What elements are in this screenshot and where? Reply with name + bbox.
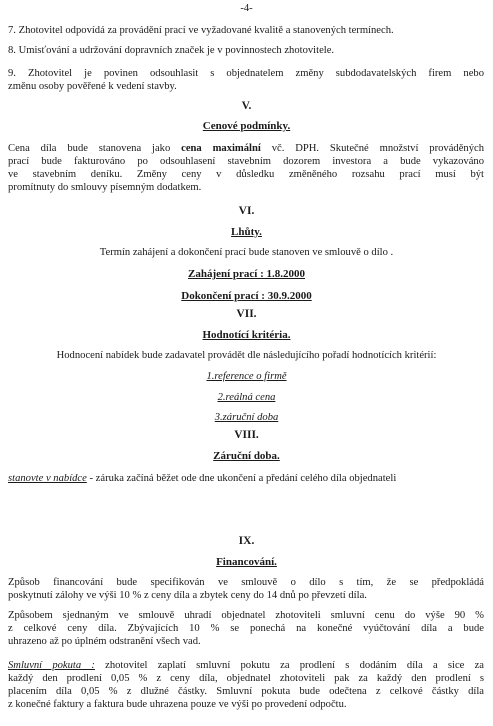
section-v-line-4: promítnuty do smlouvy písemným dodatkem. <box>8 182 202 193</box>
item-9-line-1: 9. Zhotovitel je povinen odsouhlasit s objednatelem změny subdodavatelských firem nebo <box>8 68 484 79</box>
criterion-1: 1.reference o firmě <box>206 371 287 382</box>
section-viii-heading: Záruční doba. <box>213 450 280 462</box>
section-ix-heading: Financování. <box>216 556 277 568</box>
section-ix-p2-line-2: z celkové ceny díla. Zbývajících 10 % se ponechá na konečné vyúčtování díla a bude <box>8 623 484 634</box>
section-ix-p1-line-1: Způsob financování bude specifikován ve smlouvě o dílo s tím, že se předpokládá <box>8 577 484 588</box>
section-viii-text: stanovte v nabídce - záruka začíná běžet ode dne ukončení a předání celého díla objednateli <box>8 473 397 484</box>
stanovte-v-nabidce: stanovte v nabídce <box>8 473 87 484</box>
section-ix-p1-line-2: poskytnutí zálohy ve výši 10 % z ceny díla a zbytek ceny do 14 dnů po převzetí díla. <box>8 590 367 601</box>
start-date: Zahájení prací : 1.8.2000 <box>187 268 306 280</box>
section-ix-p2-line-1: Způsobem sjednaným ve smlouvě uhradí objednatel zhotoviteli smluvní cenu do výše 90 % <box>8 610 484 621</box>
section-vii-heading: Hodnotící kritéria. <box>202 329 291 341</box>
criterion-3: 3.záruční doba <box>214 412 279 423</box>
price-maximum-emphasis: cena maximální <box>181 143 261 154</box>
section-ix-p3-line-4: z konečné faktury a faktura bude uhrazena pouze ve výši po provedení odpočtu. <box>8 699 347 710</box>
section-viii-number: VIII. <box>234 429 259 441</box>
section-vi-heading: Lhůty. <box>231 226 262 238</box>
item-8: 8. Umisťování a udržování dopravních značek je v povinnostech zhotovitele. <box>8 45 335 56</box>
section-ix-p3-line-1: Smluvní pokuta : zhotovitel zaplatí smluvní pokutu za prodlení s dodáním díla a sice za <box>8 660 484 671</box>
section-v-line-2: prací bude fakturováno po odsouhlasení stavebním dozorem investora a bude vykazováno <box>8 156 484 167</box>
section-v-heading: Cenové podmínky. <box>202 120 291 132</box>
section-vii-text: Hodnocení nabídek bude zadavatel provádět dle následujícího pořadí hodnotících kritérií: <box>56 350 437 361</box>
section-ix-p2-line-3: uhrazeno až po úplném odstranění všech vad. <box>8 636 201 647</box>
criterion-2: 2.reálná cena <box>217 392 276 403</box>
section-vi-text: Termín zahájení a dokončení prací bude stanoven ve smlouvě o dílo . <box>99 247 394 258</box>
section-ix-p3-line-2: každý den prodlení 0,05 % z ceny díla, objednatel zhotoviteli pak za každý den prodlení s <box>8 673 484 684</box>
page-number: -4- <box>240 3 253 14</box>
section-ix-p3-line-3: placením díla 0,05 % z dlužné částky. Smluvní pokuta bude odečtena z celkové částky díla <box>8 686 484 697</box>
item-7: 7. Zhotovitel odpovídá za provádění prací ve vyžadované kvalitě a stanovených termínech. <box>8 25 394 36</box>
section-v-line-3: ve stavebním deníku. Změny ceny v důsledku změněného rozsahu prací musí být <box>8 169 484 180</box>
end-date: Dokončení prací : 30.9.2000 <box>181 290 312 302</box>
penalty-label: Smluvní pokuta : <box>8 660 95 671</box>
section-v-number: V. <box>241 100 252 112</box>
section-v-line-1: Cena díla bude stanovena jako cena maximální vč. DPH. Skutečné množství prováděných <box>8 143 484 154</box>
section-vi-number: VI. <box>238 205 255 217</box>
section-ix-number: IX. <box>238 535 255 547</box>
item-9-line-2: změnu osoby pověřené k vedení stavby. <box>8 81 177 92</box>
section-vii-number: VII. <box>236 308 257 320</box>
